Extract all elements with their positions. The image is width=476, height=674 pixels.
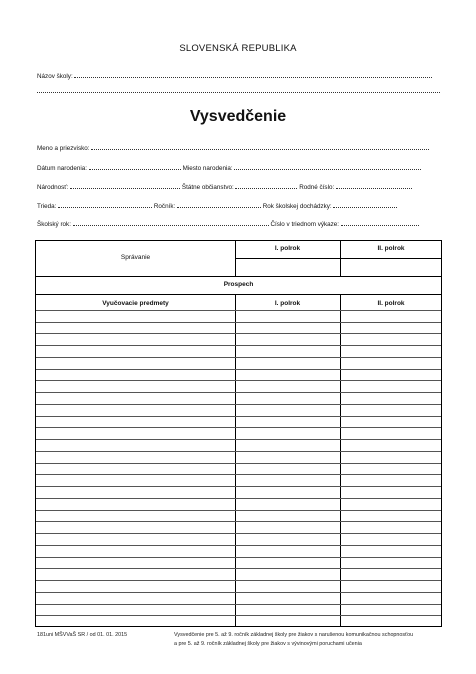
behaviour-label: Správanie [120, 254, 151, 261]
school-year-label: Školský rok: [37, 221, 71, 228]
table-row[interactable] [36, 310, 441, 311]
footer-description-2: a pre 5. až 9. ročník základnej školy pre žiakov s vývinovými poruchami učenia [174, 641, 362, 647]
table-row[interactable] [36, 580, 441, 581]
table-row[interactable] [36, 521, 441, 522]
birth-place-label: Miesto narodenia: [182, 165, 233, 172]
table-row[interactable] [36, 322, 441, 323]
birth-date-field[interactable] [89, 163, 181, 170]
behaviour-grade-semester1[interactable] [236, 259, 339, 275]
register-number-label: Číslo v triednom výkaze: [270, 221, 340, 228]
class-label: Trieda: [37, 203, 57, 210]
grade-field[interactable] [177, 201, 261, 208]
birth-date-label: Dátum narodenia: [37, 165, 88, 172]
progress-top-line [35, 276, 442, 277]
progress-bottom-line [35, 294, 442, 295]
behaviour-grade-semester2[interactable] [341, 259, 441, 275]
table-row[interactable] [36, 345, 441, 346]
table-row[interactable] [36, 463, 441, 464]
table-row[interactable] [36, 357, 441, 358]
nationality-field[interactable] [70, 182, 180, 189]
table-row[interactable] [36, 369, 441, 370]
school-name-row-2 [37, 86, 440, 95]
citizenship-field[interactable] [235, 182, 297, 189]
citizenship-label: Štátne občianstvo: [181, 184, 234, 191]
attendance-field[interactable] [333, 201, 397, 208]
birth-number-field[interactable] [336, 182, 412, 189]
birth-place-field[interactable] [234, 163, 421, 170]
table-row[interactable] [36, 392, 441, 393]
table-row[interactable] [36, 404, 441, 405]
birth-row [37, 163, 421, 172]
document-title: Vysvedčenie [189, 108, 287, 125]
table-row[interactable] [36, 416, 441, 417]
class-row [37, 201, 397, 210]
semester1-header: I. polrok [274, 245, 301, 252]
footer-description-1: Vysvedčenie pre 5. až 9. ročník základnej školy pre žiakov s narušenou komunikačnou schopnosťou [174, 632, 414, 638]
col-divider-subjects-1 [235, 294, 236, 627]
table-row[interactable] [36, 498, 441, 499]
table-row[interactable] [36, 557, 441, 558]
register-number-field[interactable] [341, 219, 419, 226]
table-row[interactable] [36, 427, 441, 428]
attendance-label: Rok školskej dochádzky: [262, 203, 332, 210]
name-row [37, 143, 429, 152]
subjects-header: Vyučovacie predmety [102, 300, 169, 307]
table-row[interactable] [36, 486, 441, 487]
school-name-row [37, 71, 432, 80]
table-row[interactable] [36, 451, 441, 452]
name-field[interactable] [91, 143, 429, 150]
col-divider-subjects-2 [340, 294, 341, 627]
subjects-semester2-header: II. polrok [377, 300, 405, 307]
table-row[interactable] [36, 439, 441, 440]
school-name-label: Názov školy: [37, 73, 73, 80]
grade-label: Ročník: [153, 203, 176, 210]
table-row[interactable] [36, 592, 441, 593]
school-year-field[interactable] [73, 219, 269, 226]
birth-number-label: Rodné číslo: [299, 184, 335, 191]
name-label: Meno a priezvisko: [37, 145, 90, 152]
table-row[interactable] [36, 604, 441, 605]
school-name-field-2[interactable] [37, 86, 440, 93]
semester2-header: II. polrok [377, 245, 405, 252]
table-row[interactable] [36, 510, 441, 511]
footer-form-code: 181uni MŠVVaŠ SR / od 01. 01. 2015 [37, 632, 128, 638]
table-row[interactable] [36, 568, 441, 569]
table-row[interactable] [36, 380, 441, 381]
table-row[interactable] [36, 545, 441, 546]
table-row[interactable] [36, 474, 441, 475]
school-year-row [37, 219, 419, 228]
class-field[interactable] [58, 201, 152, 208]
table-row[interactable] [36, 615, 441, 616]
table-row[interactable] [36, 533, 441, 534]
table-row[interactable] [36, 333, 441, 334]
subjects-semester1-header: I. polrok [274, 300, 301, 307]
nationality-row [37, 182, 412, 191]
school-name-field[interactable] [74, 71, 432, 78]
country-heading: SLOVENSKÁ REPUBLIKA [179, 43, 297, 54]
nationality-label: Národnosť: [37, 184, 69, 191]
progress-heading: Prospech [223, 281, 254, 288]
